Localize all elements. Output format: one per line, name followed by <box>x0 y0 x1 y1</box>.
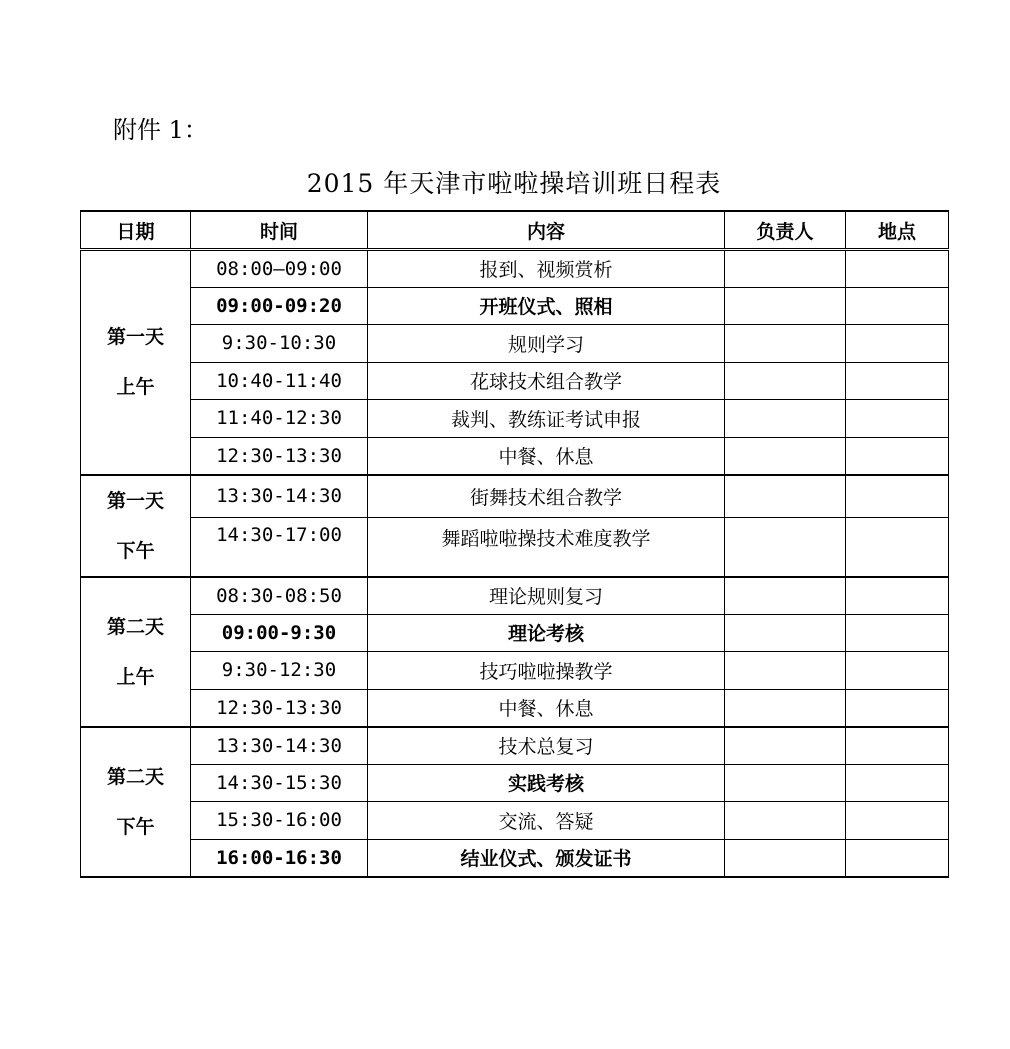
header-row <box>81 211 949 250</box>
content-cell: 中餐、休息 <box>368 437 725 475</box>
date-day: 第一天 <box>106 326 164 349</box>
time-cell: 12:30-13:30 <box>191 689 368 727</box>
table-row <box>81 614 949 652</box>
location-cell <box>846 802 949 840</box>
date-period: 上午 <box>116 376 155 399</box>
date-cell <box>81 475 191 577</box>
time-cell: 13:30-14:30 <box>191 727 368 765</box>
location-cell <box>846 437 949 475</box>
table-row <box>81 577 949 615</box>
schedule-group-day1-am <box>81 250 949 475</box>
table-row <box>81 802 949 840</box>
person-cell <box>725 437 846 475</box>
location-cell <box>846 475 949 518</box>
time-cell: 9:30-12:30 <box>191 652 368 690</box>
header-person-in-charge: 负责人 <box>725 211 846 250</box>
table-row <box>81 839 949 877</box>
header-date: 日期 <box>81 211 191 250</box>
content-cell: 技术总复习 <box>368 727 725 765</box>
content-cell: 技巧啦啦操教学 <box>368 652 725 690</box>
schedule-group-day2-pm <box>81 727 949 877</box>
time-cell: 10:40-11:40 <box>191 362 368 400</box>
header-location: 地点 <box>846 211 949 250</box>
person-cell <box>725 325 846 363</box>
table-row <box>81 362 949 400</box>
table-row <box>81 764 949 802</box>
time-cell: 09:00-09:20 <box>191 287 368 325</box>
time-cell: 16:00-16:30 <box>191 839 368 877</box>
date-period: 下午 <box>116 815 155 838</box>
location-cell <box>846 727 949 765</box>
location-cell <box>846 689 949 727</box>
location-cell <box>846 400 949 438</box>
content-cell: 开班仪式、照相 <box>368 287 725 325</box>
table-row <box>81 325 949 363</box>
content-cell: 中餐、休息 <box>368 689 725 727</box>
content-cell: 实践考核 <box>368 764 725 802</box>
person-cell <box>725 727 846 765</box>
time-cell: 13:30-14:30 <box>191 475 368 518</box>
location-cell <box>846 839 949 877</box>
person-cell <box>725 614 846 652</box>
location-cell <box>846 764 949 802</box>
schedule-group-day1-pm <box>81 475 949 577</box>
location-cell <box>846 287 949 325</box>
schedule-table <box>80 210 949 878</box>
date-day: 第二天 <box>106 615 164 638</box>
location-cell <box>846 577 949 615</box>
content-cell: 舞蹈啦啦操技术难度教学 <box>368 517 725 576</box>
date-cell <box>81 577 191 727</box>
date-period: 下午 <box>116 539 155 562</box>
table-row <box>81 652 949 690</box>
location-cell <box>846 250 949 288</box>
time-cell: 11:40-12:30 <box>191 400 368 438</box>
table-row <box>81 287 949 325</box>
content-cell: 理论考核 <box>368 614 725 652</box>
content-cell: 理论规则复习 <box>368 577 725 615</box>
time-cell: 08:00—09:00 <box>191 250 368 288</box>
table-row <box>81 250 949 288</box>
location-cell <box>846 517 949 576</box>
attachment-label: 附件 1： <box>113 116 208 144</box>
location-cell <box>846 325 949 363</box>
person-cell <box>725 689 846 727</box>
time-cell: 14:30-15:30 <box>191 764 368 802</box>
time-cell: 12:30-13:30 <box>191 437 368 475</box>
date-day: 第二天 <box>106 765 164 788</box>
header-time: 时间 <box>191 211 368 250</box>
table-row <box>81 517 949 576</box>
table-row <box>81 727 949 765</box>
time-cell: 9:30-10:30 <box>191 325 368 363</box>
person-cell <box>725 400 846 438</box>
person-cell <box>725 652 846 690</box>
time-cell: 14:30-17:00 <box>191 517 368 576</box>
person-cell <box>725 517 846 576</box>
person-cell <box>725 577 846 615</box>
page-title: 2015 年天津市啦啦操培训班日程表 <box>306 169 722 198</box>
location-cell <box>846 362 949 400</box>
content-cell: 报到、视频赏析 <box>368 250 725 288</box>
person-cell <box>725 287 846 325</box>
person-cell <box>725 802 846 840</box>
time-cell: 09:00-9:30 <box>191 614 368 652</box>
date-cell <box>81 250 191 475</box>
table-row <box>81 437 949 475</box>
content-cell: 结业仪式、颁发证书 <box>368 839 725 877</box>
location-cell <box>846 652 949 690</box>
date-cell <box>81 727 191 877</box>
table-row <box>81 689 949 727</box>
header-content: 内容 <box>368 211 725 250</box>
schedule-group-day2-am <box>81 577 949 727</box>
person-cell <box>725 839 846 877</box>
table-row <box>81 400 949 438</box>
person-cell <box>725 475 846 518</box>
time-cell: 15:30-16:00 <box>191 802 368 840</box>
person-cell <box>725 250 846 288</box>
person-cell <box>725 764 846 802</box>
date-period: 上午 <box>116 665 155 688</box>
content-cell: 裁判、教练证考试申报 <box>368 400 725 438</box>
table-row <box>81 475 949 518</box>
date-day: 第一天 <box>106 489 164 512</box>
location-cell <box>846 614 949 652</box>
time-cell: 08:30-08:50 <box>191 577 368 615</box>
content-cell: 花球技术组合教学 <box>368 362 725 400</box>
content-cell: 交流、答疑 <box>368 802 725 840</box>
content-cell: 规则学习 <box>368 325 725 363</box>
person-cell <box>725 362 846 400</box>
content-cell: 街舞技术组合教学 <box>368 475 725 518</box>
